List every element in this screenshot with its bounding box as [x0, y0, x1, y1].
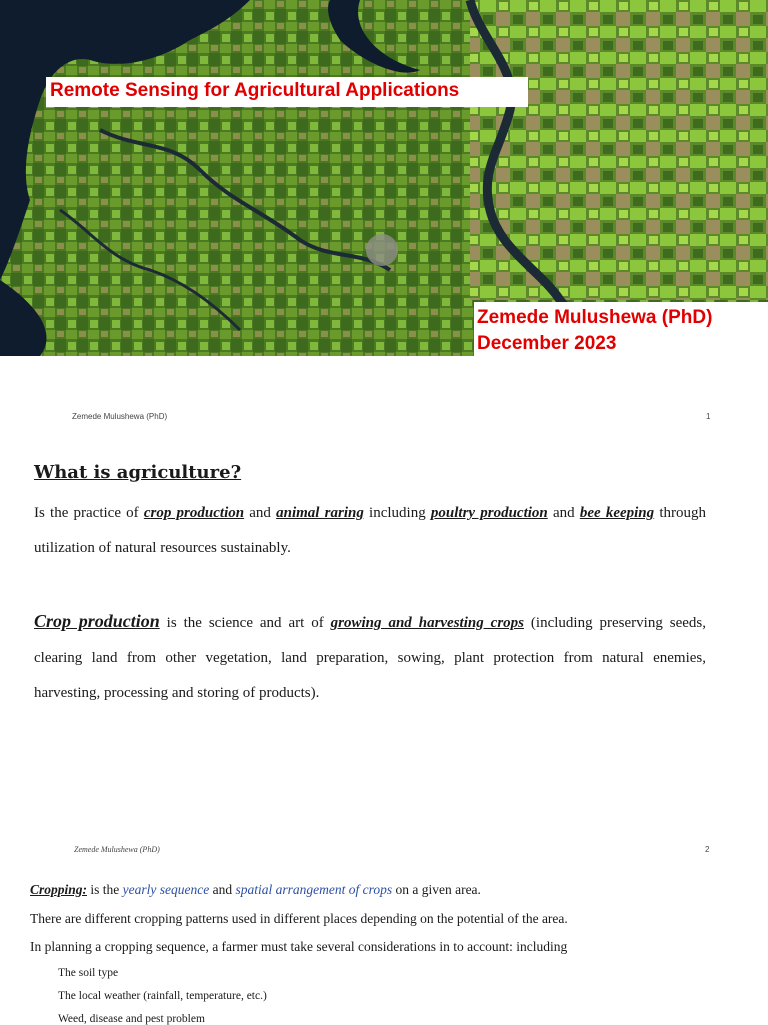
term-spatial-arrangement: spatial arrangement of crops	[235, 882, 393, 897]
term-bee-keeping: bee keeping	[579, 505, 655, 521]
agriculture-definition	[34, 496, 706, 566]
text-run: through utilization of natural resources sustainably.	[34, 505, 706, 556]
text-run: and	[209, 882, 236, 897]
text-run: and	[244, 505, 277, 521]
crop-production-definition	[34, 604, 706, 711]
town-area	[366, 234, 398, 266]
slide-footer: Zemede Mulushewa (PhD)	[72, 412, 168, 421]
cropping-definition	[30, 882, 481, 898]
page-number: 2	[705, 845, 710, 854]
cropping-patterns-text: There are different cropping patterns used in different places depending on the potential of the area.	[30, 911, 568, 926]
list-item: Weed, disease and pest problem	[58, 1013, 205, 1025]
slide-footer: Zemede Mulushewa (PhD)	[74, 845, 160, 854]
text-run: including	[363, 505, 431, 521]
list-item: The local weather (rainfall, temperature, etc.)	[58, 990, 267, 1002]
planning-text: In planning a cropping sequence, a farmer must take several considerations in to account: including	[30, 939, 568, 954]
text-run: is the	[87, 882, 123, 897]
term-cropping: Cropping:	[30, 882, 88, 897]
text-run: on a given area.	[392, 882, 481, 897]
author-box	[474, 302, 768, 356]
term-animal-raring: animal raring	[276, 505, 364, 521]
term-crop-production-heading: Crop production	[34, 611, 160, 631]
section-heading: What is agriculture?	[34, 462, 242, 483]
page-number: 1	[706, 412, 711, 421]
term-crop-production: crop production	[143, 505, 245, 521]
text-run: (including preserving seeds, clearing land from other vegetation, land preparation, sowing, plant protection from natural enemies, harvesting, processing and storing of products).	[34, 615, 706, 701]
title-slide	[0, 0, 768, 356]
text-run: is the science and art of	[159, 615, 331, 631]
term-yearly-sequence: yearly sequence	[122, 882, 210, 897]
text-run: and	[547, 505, 580, 521]
term-growing-harvesting: growing and harvesting crops	[330, 615, 524, 631]
text-run: Is the practice of	[34, 505, 144, 521]
presentation-title: Remote Sensing for Agricultural Applications	[50, 80, 460, 101]
author-name: Zemede Mulushewa (PhD)	[477, 307, 713, 328]
presentation-date: December 2023	[477, 333, 617, 354]
title-box	[46, 77, 528, 107]
term-poultry-production: poultry production	[430, 505, 548, 521]
list-item: The soil type	[58, 967, 119, 979]
